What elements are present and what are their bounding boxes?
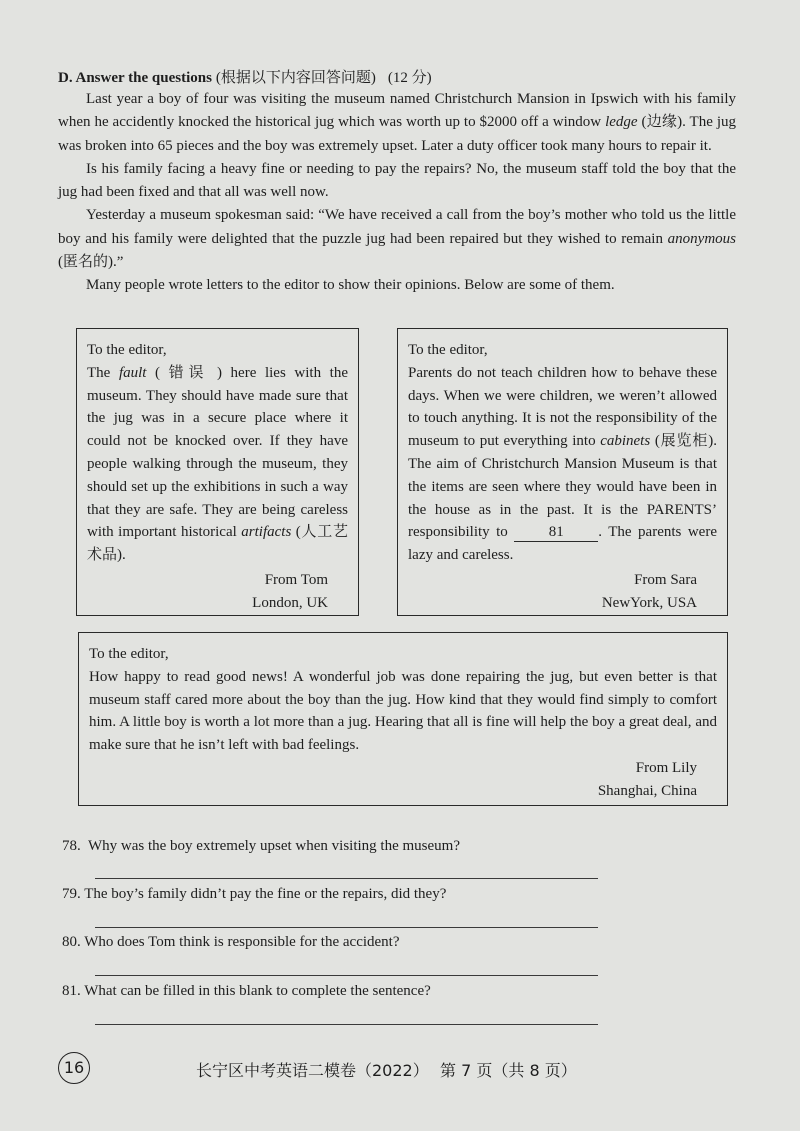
word-anonymous: anonymous bbox=[667, 230, 736, 247]
footer-page-count: 第 7 页（共 8 页） bbox=[440, 1061, 577, 1080]
question-78: 78. Why was the boy extremely upset when visiting the museum? bbox=[62, 838, 460, 854]
letter-body: How happy to read good news! A wonderful job was done repairing the jug, but even better is that museum staff cared more about the boy than the jug. How kind that they would find simply to comfort him. A little boy is worth a lot more than a jug. Hearing that all is fine will help the boy a great deal, and make sure that he isn’t left with bad feelings. bbox=[89, 668, 717, 754]
letter-body: Parents do not teach children how to behave these days. When we were children, we weren’t allowed to touch anything. It is not the responsibility of the museum to put everything into cabinets (展览柜). The aim of Christchurch Mansion Museum is that the items are seen where they would have been in the house as in the past. It is the PARENTS’ responsibility to 81 . The parents were lazy and careless. bbox=[408, 364, 717, 564]
section-heading bbox=[58, 66, 432, 87]
answer-line-80[interactable] bbox=[95, 975, 598, 976]
passage-paragraph-1: Last year a boy of four was visiting the museum named Christchurch Mansion in Ipswich with his family when he accidently knocked the historical jug which was worth up to $2000 off a window ledge (边缘). The jug was broken into 65 pieces and the boy was extremely upset. Later a duty officer took many hours to repair it. bbox=[58, 91, 736, 154]
letter-lily bbox=[78, 632, 728, 806]
answer-line-81[interactable] bbox=[95, 1024, 598, 1025]
letter-signature: From Sara bbox=[634, 571, 697, 588]
footer-exam-title: 长宁区中考英语二模卷（2022） bbox=[196, 1061, 429, 1080]
question-81: 81. What can be filled in this blank to complete the sentence? bbox=[62, 983, 431, 999]
letter-body: The fault ( 错误 ) here lies with the museum. They should have made sure that the jug was in a secure place where it could not be knocked over. If they have people walking through the museum, they should set up the exhibitions in such a way that they are safe. They are being careless with important historical artifacts (人工艺术品). bbox=[87, 364, 349, 564]
letter-greeting: To the editor, bbox=[408, 342, 488, 358]
letter-signature: From Tom bbox=[264, 571, 328, 588]
answer-line-79[interactable] bbox=[95, 927, 598, 928]
question-79: 79. The boy’s family didn’t pay the fine or the repairs, did they? bbox=[62, 886, 447, 902]
letter-location: London, UK bbox=[252, 594, 328, 611]
section-points: (12 分) bbox=[387, 70, 432, 86]
section-title-cn: (根据以下内容回答问题) bbox=[215, 70, 376, 86]
letter-greeting: To the editor, bbox=[89, 646, 169, 662]
letter-tom bbox=[76, 328, 359, 616]
section-title: D. Answer the questions bbox=[58, 70, 212, 86]
word-ledge: ledge bbox=[605, 114, 638, 131]
passage-paragraph-2: Is his family facing a heavy fine or needing to pay the repairs? No, the museum staff told the boy that the jug had been fixed and that all was well now. bbox=[58, 160, 736, 201]
passage-paragraph-4: Many people wrote letters to the editor to show their opinions. Below are some of them. bbox=[86, 277, 615, 294]
question-80: 80. Who does Tom think is responsible for the accident? bbox=[62, 934, 400, 950]
letter-sara bbox=[397, 328, 728, 616]
page-number-badge: 16 bbox=[58, 1052, 90, 1084]
answer-blank-81[interactable]: 81 bbox=[514, 523, 598, 542]
letter-greeting: To the editor, bbox=[87, 342, 167, 358]
letter-signature: From Lily bbox=[635, 759, 697, 776]
reading-passage bbox=[58, 88, 736, 298]
letter-location: NewYork, USA bbox=[601, 594, 697, 611]
passage-paragraph-3: Yesterday a museum spokesman said: “We have received a call from the boy’s mother who told us the little boy and his family were delighted that the puzzle jug had been repaired but they wished to remain anonymous (匿名的).” bbox=[58, 207, 736, 271]
letter-location: Shanghai, China bbox=[597, 782, 697, 799]
answer-line-78[interactable] bbox=[95, 878, 598, 879]
